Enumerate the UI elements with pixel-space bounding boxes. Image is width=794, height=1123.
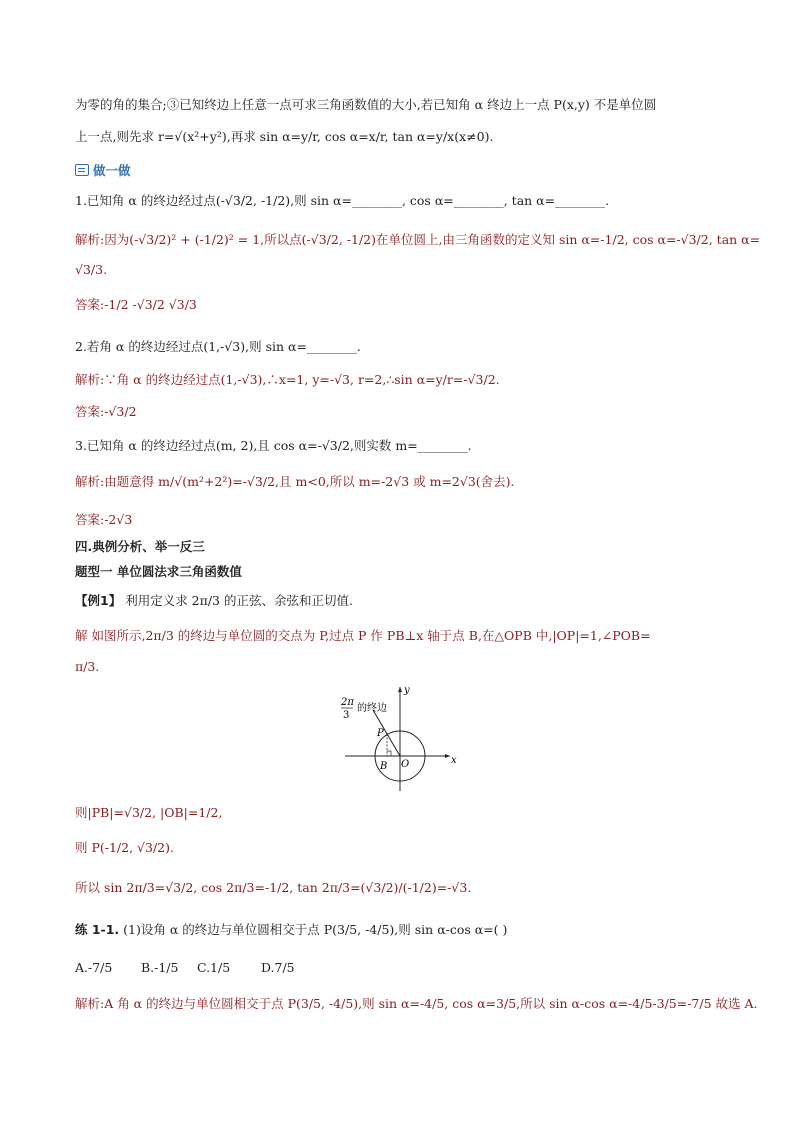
terminal-label-text: 的终边 [357,703,387,714]
exercise-question: (1)设角 α 的终边与单位圆相交于点 P(3/5, -4/5),则 sin α-cos α=( ) [123,922,508,937]
type-title: 题型一 单位圆法求三角函数值 [75,564,242,579]
y-axis-arrow [398,687,402,692]
option-b: B.-1/5 [140,960,179,975]
example-conclusion: 所以 sin 2π/3=√3/2, cos 2π/3=-1/2, tan 2π/3=(√3/2)/(-1/2)=-√3. [75,880,472,895]
terminal-label-den: 3 [343,710,350,721]
example-1 [75,593,353,609]
option-c: C.1/5 [196,960,231,975]
example-then-1: 则|PB|=√3/2, |OB|=1/2, [75,805,223,820]
q2-answer: 答案:-√3/2 [75,404,137,419]
q1-solution-line-2: √3/3. [75,262,108,277]
q1-question: 1.已知角 α 的终边经过点(-√3/2, -1/2),则 sin α=________, cos α=________, tan α=________. [75,193,610,208]
right-angle-mark [387,751,391,756]
x-axis-arrow [445,754,450,758]
x-label: x [451,755,457,766]
q1-answer: 答案:-1/2 -√3/2 √3/3 [75,297,197,312]
example-solution-line-2: π/3. [75,659,100,674]
exercise-label: 练 1-1. [75,922,120,937]
unit-circle-figure [335,683,460,795]
q2-solution: 解析:∵角 α 的终边经过点(1,-√3),∴x=1, y=-√3, r=2,∴sin α=y/r=-√3/2. [75,372,500,387]
b-label: B [380,761,388,772]
q3-answer: 答案:-2√3 [75,512,133,527]
q2-question: 2.若角 α 的终边经过点(1,-√3),则 sin α=________. [75,339,361,354]
o-label: O [401,759,410,770]
q1-solution-line-1: 解析:因为(-√3/2)² + (-1/2)² = 1,所以点(-√3/2, -1/2)在单位圆上,由三角函数的定义知 sin α=-1/2, cos α=-√3/2, tan α= [75,232,761,247]
y-label: y [404,685,410,696]
example-solution-line-1: 解 如图所示,2π/3 的终边与单位圆的交点为 P,过点 P 作 PB⊥x 轴于点 B,在△OPB 中,|OP|=1,∠POB= [75,628,651,643]
intro-line-2: 上一点,则先求 r=√(x²+y²),再求 sin α=y/r, cos α=x/r, tan α=y/x(x≠0). [75,129,494,144]
practice-heading: 做一做 [75,163,131,179]
q3-question: 3.已知角 α 的终边经过点(m, 2),且 cos α=-√3/2,则实数 m=________. [75,438,472,453]
note-icon [75,164,89,176]
example-label: 【例1】 [75,593,122,608]
intro-line-1: 为零的角的集合;③已知终边上任意一点可求三角函数值的大小,若已知角 α 终边上一点 P(x,y) 不是单位圆 [75,97,657,112]
q3-solution: 解析:由题意得 m/√(m²+2²)=-√3/2,且 m<0,所以 m=-2√3 或 m=2√3(舍去). [75,474,515,489]
exercise-question-line [75,922,507,938]
exercise-solution: 解析:A 角 α 的终边与单位圆相交于点 P(3/5, -4/5),则 sin α=-4/5, cos α=3/5,所以 sin α-cos α=-4/5-3/5=-7/5 故选 A. [75,996,758,1011]
example-then-2: 则 P(-1/2, √3/2). [75,840,174,855]
section-title: 四.典例分析、举一反三 [75,539,205,554]
example-text: 利用定义求 2π/3 的正弦、余弦和正切值. [125,593,353,608]
option-a: A.-7/5 [75,960,113,975]
terminal-label-num: 2π [341,697,354,708]
option-d: D.7/5 [260,960,295,975]
p-label: P [377,728,384,739]
exercise-options [75,960,321,976]
